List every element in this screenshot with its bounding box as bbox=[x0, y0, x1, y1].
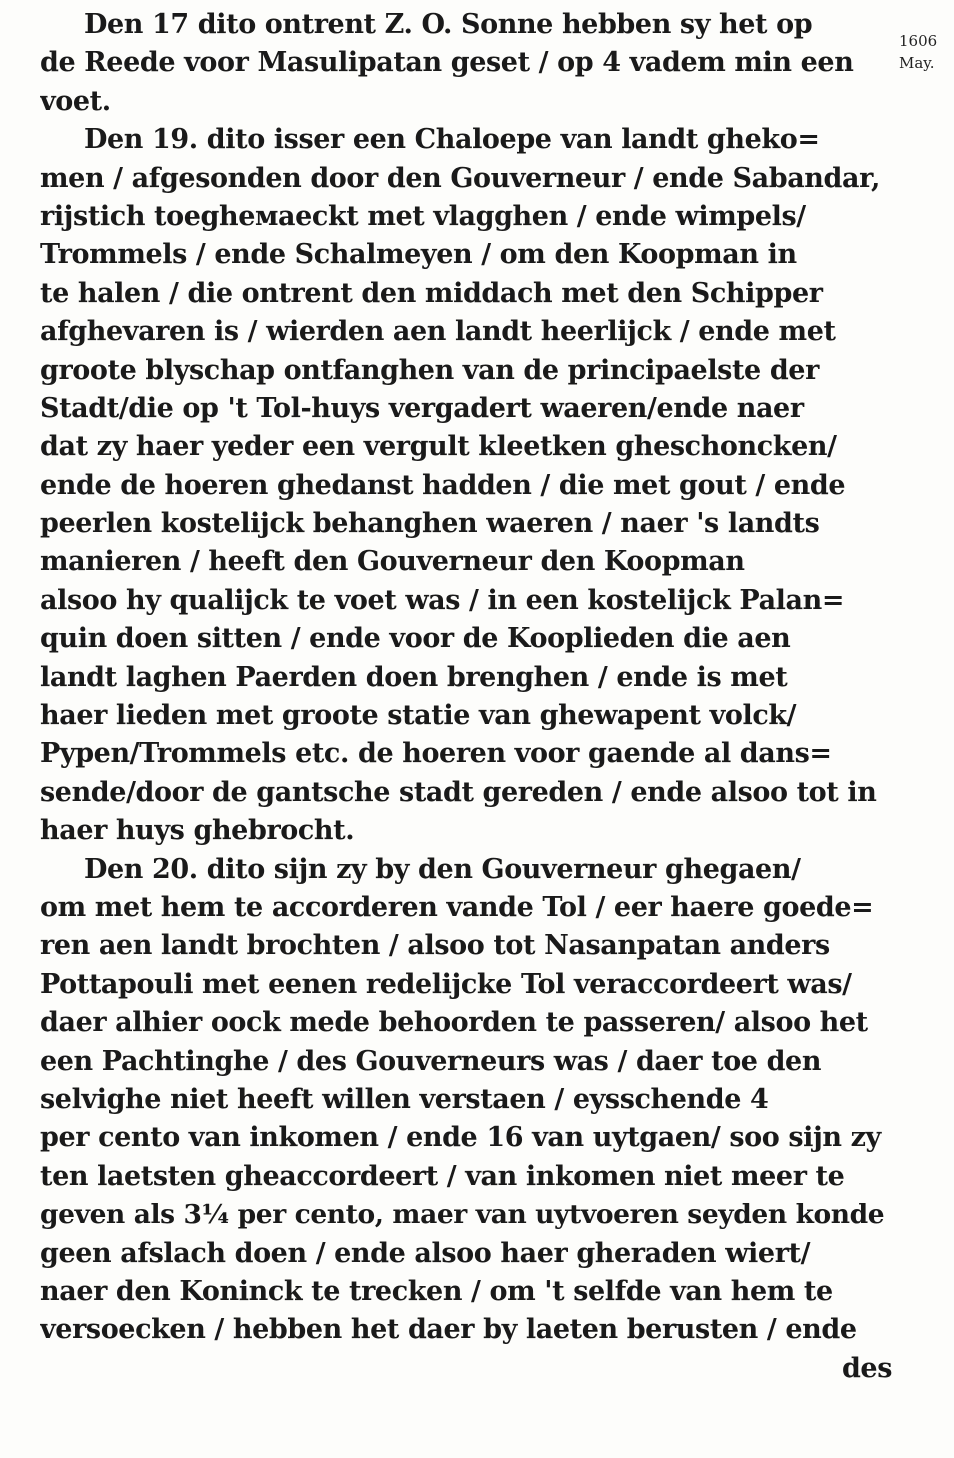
text-line: Stadt/die op 't Tol-huys vergadert waeren/ende naer bbox=[40, 392, 804, 424]
text-line: te halen / die ontrent den middach met den Schipper bbox=[40, 277, 823, 309]
text-line: ten laetsten gheaccordeert / van inkomen niet meer te bbox=[40, 1160, 845, 1192]
text-line: een Pachtinghe / des Gouverneurs was / daer toe den bbox=[40, 1045, 822, 1077]
text-line: afghevaren is / wierden aen landt heerlijck / ende met bbox=[40, 316, 836, 348]
text-line: versoecken / hebben het daer by laeten berusten / ende bbox=[40, 1314, 857, 1346]
text-line: om met hem te accorderen vande Tol / eer haere goede= bbox=[40, 891, 874, 923]
text-line: ren aen landt brochten / alsoo tot Nasanpatan anders bbox=[40, 930, 830, 962]
text-line: geven als 3¼ per cento, maer van uytvoeren seyden konde bbox=[40, 1199, 885, 1231]
body-text bbox=[40, 6, 892, 1388]
text-line: men / afgesonden door den Gouverneur / ende Sabandar, bbox=[40, 162, 880, 194]
text-line: Pottapouli met eenen redelijcke Tol veraccordeert was/ bbox=[40, 968, 852, 1000]
text-line: dat zy haer yeder een vergult kleetken gheschoncken/ bbox=[40, 431, 837, 463]
text-line: Pypen/Trommels etc. de hoeren voor gaende al dans= bbox=[40, 738, 832, 770]
text-line: voet. bbox=[40, 85, 111, 117]
text-line: Den 17 dito ontrent Z. O. Sonne hebben sy het op bbox=[84, 9, 813, 40]
text-line: selvighe niet heeft willen verstaen / eysschende 4 bbox=[40, 1083, 769, 1115]
text-line: de Reede voor Masulipatan geset / op 4 vadem min een bbox=[40, 47, 854, 79]
text-line: landt laghen Paerden doen brenghen / ende is met bbox=[40, 661, 788, 693]
margin-note bbox=[899, 30, 951, 74]
text-line: rijstich toegheмaeckt met vlagghen / ende wimpels/ bbox=[40, 200, 806, 232]
text-line: daer alhier oock mede behoorden te passeren/ alsoo het bbox=[40, 1007, 868, 1039]
text-line: des bbox=[841, 1352, 892, 1384]
margin-note-month: May. bbox=[899, 54, 935, 72]
text-line: Trommels / ende Schalmeyen / om den Koopman in bbox=[40, 239, 797, 271]
text-line: ende de hoeren ghedanst hadden / die met gout / ende bbox=[40, 469, 846, 501]
text-line: peerlen kostelijck behanghen waeren / naer 's landts bbox=[40, 508, 820, 540]
text-line: geen afslach doen / ende alsoo haer gheraden wiert/ bbox=[40, 1237, 811, 1269]
text-line: quin doen sitten / ende voor de Kooplieden die aen bbox=[40, 623, 791, 655]
margin-note-year: 1606 bbox=[899, 32, 938, 50]
text-line: alsoo hy qualijck te voet was / in een kostelijck Palan= bbox=[40, 584, 845, 616]
text-line: Den 19. dito isser een Chaloepe van landt gheko= bbox=[84, 124, 820, 156]
text-line: Den 20. dito sijn zy by den Gouverneur ghegaen/ bbox=[84, 853, 801, 885]
text-line: per cento van inkomen / ende 16 van uytgaen/ soo sijn zy bbox=[40, 1122, 881, 1154]
text-line: groote blyschap ontfanghen van de principaelste der bbox=[40, 354, 819, 386]
text-line: haer lieden met groote statie van ghewapent volck/ bbox=[40, 700, 797, 732]
text-line: manieren / heeft den Gouverneur den Koopman bbox=[40, 546, 745, 578]
text-line: naer den Koninck te trecken / om 't selfde van hem te bbox=[40, 1275, 833, 1307]
text-line: haer huys ghebrocht. bbox=[40, 815, 355, 847]
text-line: sende/door de gantsche stadt gereden / ende alsoo tot in bbox=[40, 776, 877, 808]
